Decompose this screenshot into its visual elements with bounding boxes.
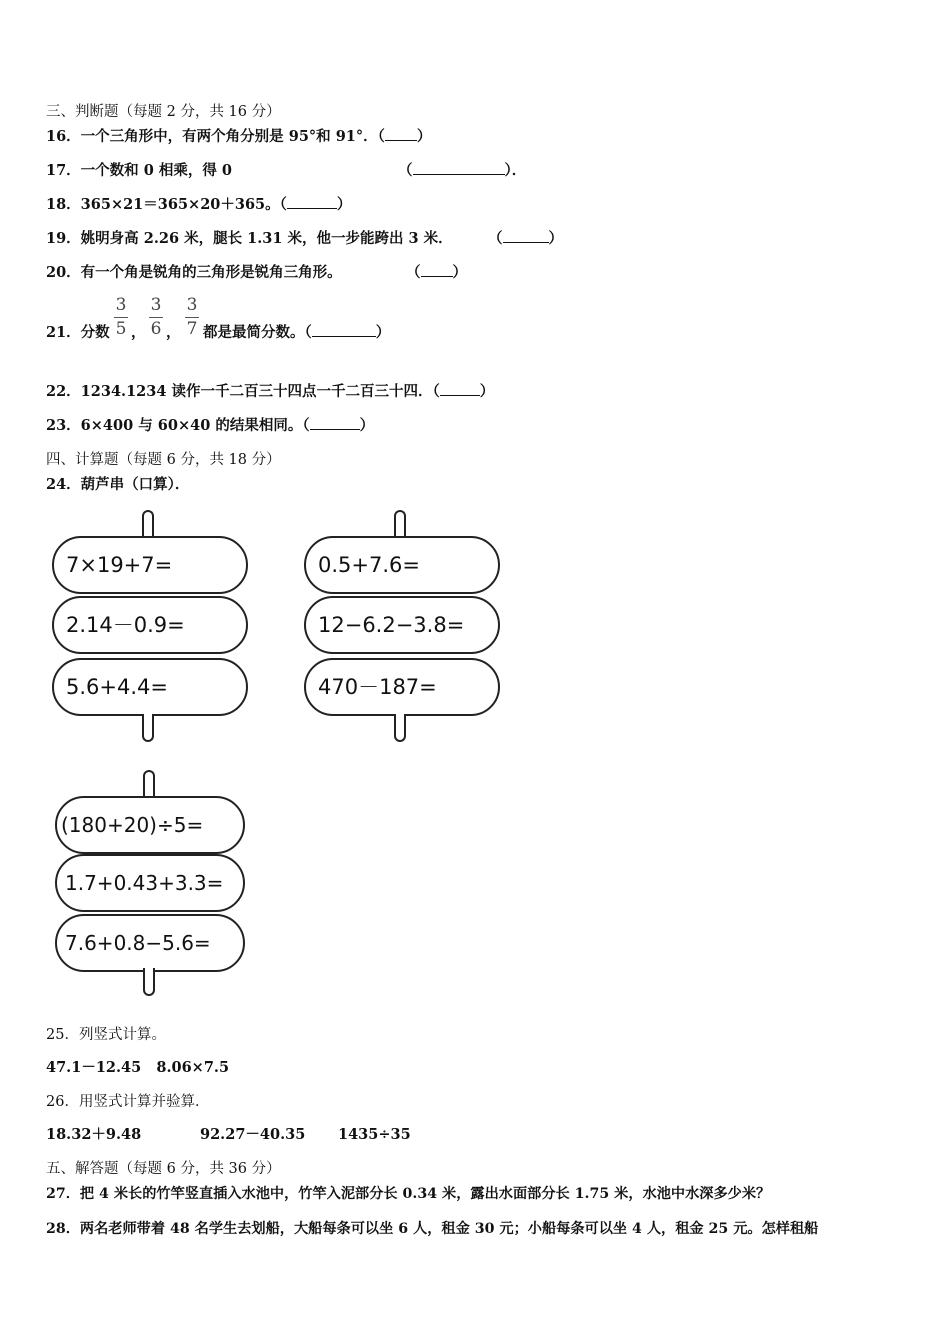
open-paren: （ [406,264,421,281]
fraction-1-numerator: 3 [115,295,127,315]
question-22-text: 22．1234.1234 读作一千二百三十四点一千二百三十四．（ [46,383,440,400]
fraction-bar [149,317,163,318]
question-26-item-b: 92.27－40.35 [200,1126,306,1143]
close-paren: ） [452,264,467,281]
question-24: 24．葫芦串（口算）． [46,476,190,493]
question-21-tail [203,324,390,342]
close-paren: ） [416,128,432,145]
skewer-3 [55,770,255,996]
answer-blank[interactable] [413,162,505,175]
close-paren: ）． [504,162,527,179]
section-3-heading: 三、判断题（每题 2 分，共 16 分） [46,104,281,120]
question-21-label: 21．分数 [46,324,110,341]
close-paren: ） [479,383,495,400]
comma: ， [166,324,181,341]
fraction-2-numerator: 3 [150,295,162,315]
question-22 [46,383,494,401]
skewer-stick-bottom [394,714,406,742]
answer-blank[interactable] [421,264,453,277]
fraction-bar [185,317,199,318]
bead-expression: 2.14－0.9= [52,596,248,654]
question-20-text: 20．有一个角是锐角的三角形是锐角三角形。 [46,264,342,281]
comma: ， [131,324,146,341]
answer-blank[interactable] [503,230,549,243]
skewer-2 [304,510,504,742]
question-23-text: 23．6×400 与 60×40 的结果相同。（ [46,417,310,434]
fraction-1-denominator: 5 [115,319,127,339]
bead-expression: 12−6.2−3.8= [304,596,500,654]
close-paren: ） [375,324,391,341]
question-19-text: 19．姚明身高 2.26 米，腿长 1.31 米，他一步能跨出 3 米． [46,230,453,247]
fraction-1 [114,296,128,338]
fraction-3-denominator: 7 [186,319,198,339]
fraction-bar [114,317,128,318]
answer-blank[interactable] [385,128,417,141]
bead-expression: 7.6+0.8−5.6= [55,914,245,972]
question-19-answer [488,230,563,248]
question-25: 25．列竖式计算。 [46,1027,166,1043]
skewer-1 [52,510,252,742]
open-paren: （ [488,230,503,247]
bead-expression: 7×19+7= [52,536,248,594]
answer-blank[interactable] [312,324,376,337]
section-5-heading: 五、解答题（每题 6 分，共 36 分） [46,1161,281,1177]
bead-expression: 0.5+7.6= [304,536,500,594]
question-20 [46,264,342,282]
question-28: 28．两名老师带着 48 名学生去划船，大船每条可以坐 6 人，租金 30 元；小船每条可以坐 4 人，租金 25 元。怎样租船 [46,1221,819,1237]
skewer-stick-bottom [142,714,154,742]
question-26-item-a: 18.32＋9.48 [46,1126,142,1143]
question-26: 26．用竖式计算并验算． [46,1094,210,1110]
section-4-heading: 四、计算题（每题 6 分，共 18 分） [46,452,281,468]
bead-expression: 5.6+4.4= [52,658,248,716]
close-paren: ） [548,230,563,247]
skewer-stick-bottom [143,968,155,996]
answer-blank[interactable] [440,383,480,396]
bead-expression: 1.7+0.43+3.3= [55,854,245,912]
question-18-text: 18．365×21＝365×20＋365。（ [46,196,287,213]
question-23 [46,417,374,435]
close-paren: ） [336,196,352,213]
open-paren: （ [398,162,413,179]
bead-expression: 470－187= [304,658,500,716]
question-16-text: 16．一个三角形中，有两个角分别是 95°和 91°．（ [46,128,385,145]
question-19 [46,230,453,248]
question-17-text: 17．一个数和 0 相乘，得 0 [46,162,232,179]
question-17 [46,162,232,180]
fraction-3-numerator: 3 [186,295,198,315]
question-16 [46,128,431,146]
question-20-answer [406,264,467,282]
question-27: 27．把 4 米长的竹竿竖直插入水池中，竹竿入泥部分长 0.34 米，露出水面部分长 1.75 米，水池中水深多少米？ [46,1186,771,1202]
question-25-items: 47.1－12.45 8.06×7.5 [46,1059,230,1076]
question-17-answer [398,162,526,180]
fraction-2 [149,296,163,338]
fraction-3 [185,296,199,338]
question-21-text: 都是最简分数。（ [203,324,312,341]
answer-blank[interactable] [287,196,337,209]
close-paren: ） [359,417,375,434]
bead-expression: (180+20)÷5= [55,796,245,854]
question-26-item-c: 1435÷35 [338,1126,411,1143]
question-18 [46,196,351,214]
answer-blank[interactable] [310,417,360,430]
fraction-2-denominator: 6 [150,319,162,339]
